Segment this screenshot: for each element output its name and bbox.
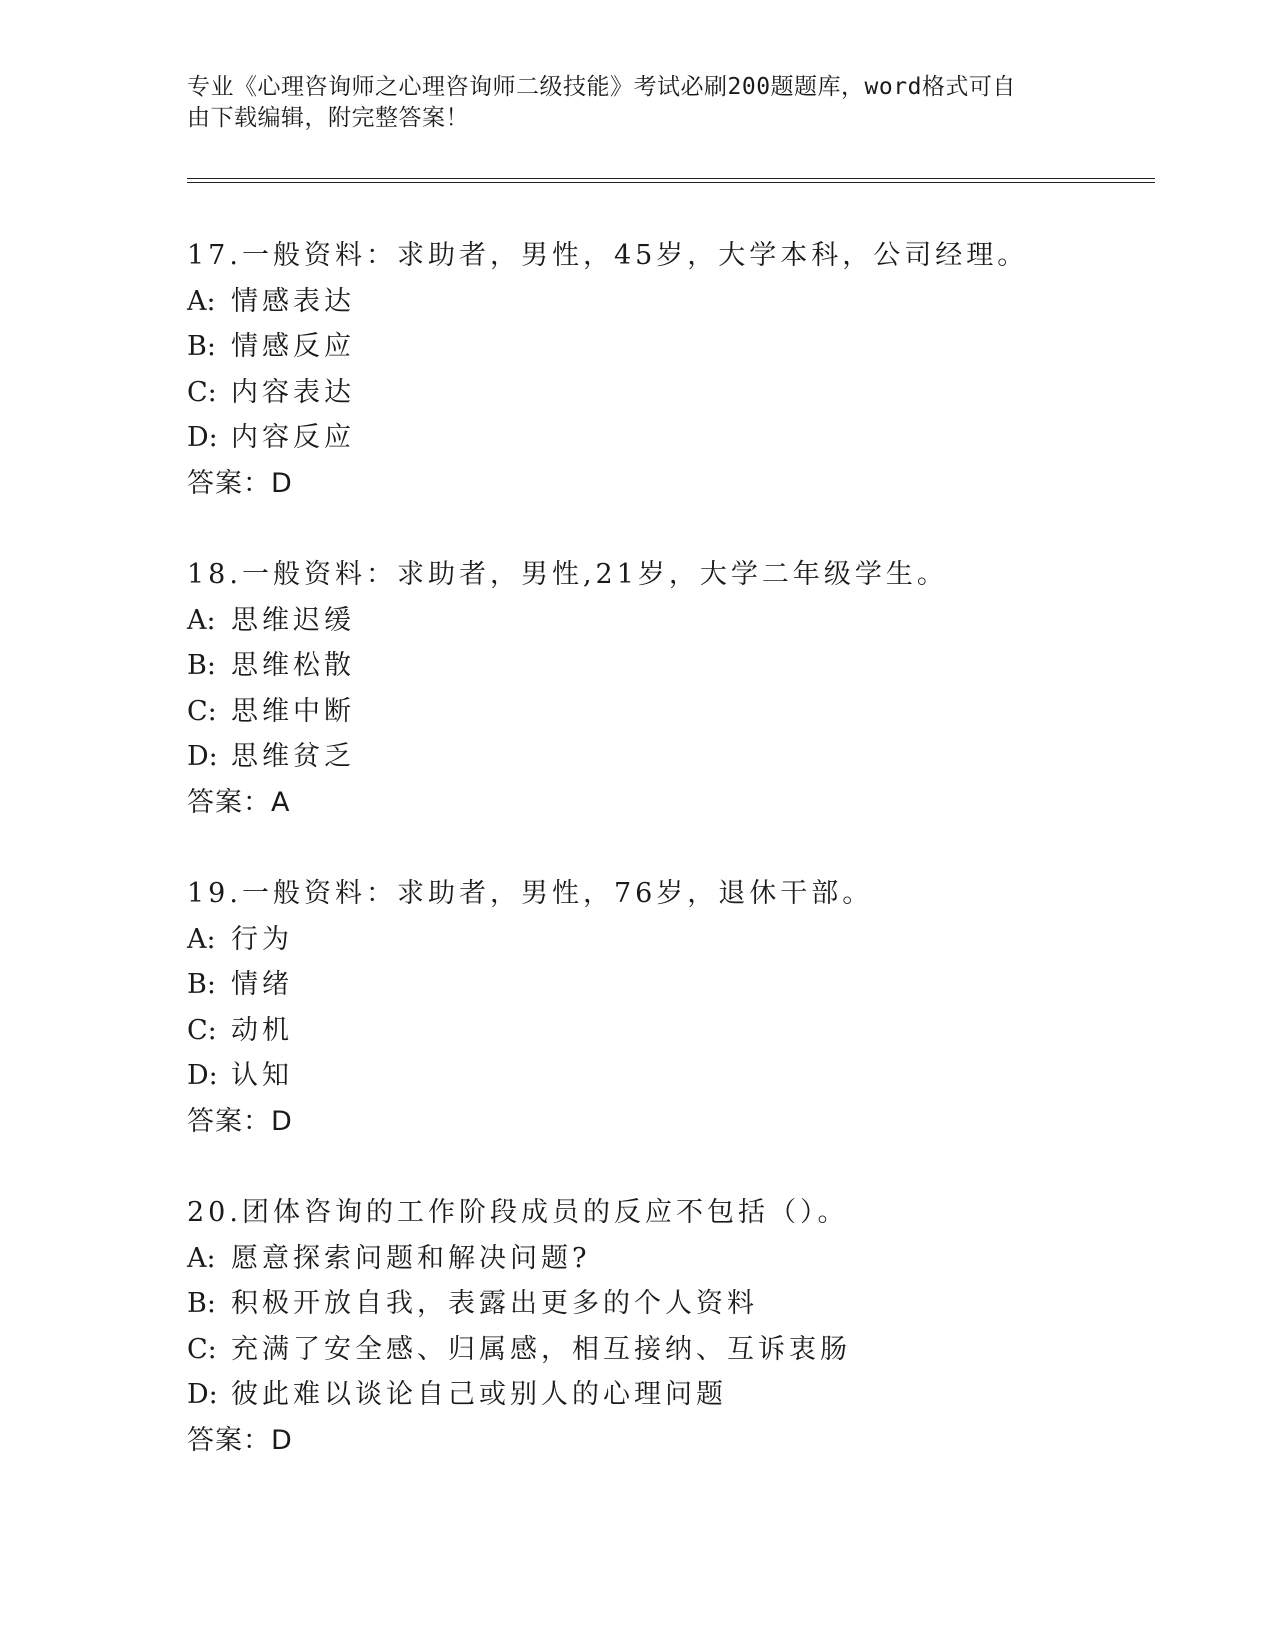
option-text: 情感反应 — [231, 331, 355, 362]
question-20 — [187, 1190, 1147, 1463]
option-key: B: — [187, 1288, 216, 1319]
option-d — [187, 415, 1147, 461]
option-key: C: — [187, 1333, 217, 1365]
answer-line: 答案：A — [187, 786, 291, 818]
question-stem: 18.一般资料：求助者，男性,21岁，大学二年级学生。 — [187, 559, 948, 590]
option-text: 内容反应 — [231, 422, 355, 453]
option-key: A: — [187, 285, 216, 317]
option-key: D: — [187, 422, 218, 453]
option-key: B: — [187, 969, 216, 1000]
option-text: 愿意探索问题和解决问题? — [231, 1242, 591, 1274]
option-a — [187, 598, 1147, 644]
option-text: 内容表达 — [231, 376, 355, 408]
option-d — [187, 1053, 1147, 1099]
option-a — [187, 279, 1147, 325]
option-text: 情感表达 — [231, 285, 355, 317]
answer-line: 答案：D — [187, 467, 293, 499]
header-divider-bottom — [187, 182, 1155, 183]
option-text: 思维贫乏 — [231, 741, 355, 772]
option-text: 思维迟缓 — [231, 604, 355, 636]
option-text: 充满了安全感、归属感，相互接纳、互诉衷肠 — [231, 1333, 851, 1365]
option-key: C: — [187, 376, 217, 408]
option-c — [187, 689, 1147, 735]
option-text: 思维中断 — [231, 695, 355, 727]
option-key: D: — [187, 1379, 218, 1410]
option-text: 彼此难以谈论自己或别人的心理问题 — [231, 1379, 727, 1410]
option-text: 行为 — [231, 923, 293, 955]
option-c — [187, 370, 1147, 416]
answer-line: 答案：D — [187, 1105, 293, 1137]
option-key: B: — [187, 650, 216, 681]
option-a — [187, 917, 1147, 963]
question-19 — [187, 871, 1147, 1144]
option-key: A: — [187, 1242, 216, 1274]
option-key: B: — [187, 331, 216, 362]
option-text: 情绪 — [231, 969, 293, 1000]
answer-line: 答案：D — [187, 1424, 293, 1456]
option-text: 思维松散 — [231, 650, 355, 681]
option-b — [187, 324, 1147, 370]
header-line-1: 专业《心理咨询师之心理咨询师二级技能》考试必刷200题题库，word格式可自 — [187, 74, 1016, 100]
option-a — [187, 1236, 1147, 1282]
option-b — [187, 643, 1147, 689]
option-text: 动机 — [231, 1014, 293, 1046]
option-text: 认知 — [231, 1060, 293, 1091]
question-stem: 17.一般资料：求助者，男性，45岁，大学本科，公司经理。 — [187, 240, 1029, 271]
option-b — [187, 1281, 1147, 1327]
question-stem: 20.团体咨询的工作阶段成员的反应不包括（）。 — [187, 1197, 849, 1228]
option-key: C: — [187, 1014, 217, 1046]
option-c — [187, 1008, 1147, 1054]
question-17 — [187, 233, 1147, 506]
option-b — [187, 962, 1147, 1008]
option-d — [187, 734, 1147, 780]
option-key: A: — [187, 923, 216, 955]
option-key: C: — [187, 695, 217, 727]
option-key: A: — [187, 604, 216, 636]
option-c — [187, 1327, 1147, 1373]
question-18 — [187, 552, 1147, 825]
option-key: D: — [187, 1060, 218, 1091]
header-divider-top — [187, 178, 1155, 179]
question-stem: 19.一般资料：求助者，男性，76岁，退休干部。 — [187, 878, 874, 909]
option-text: 积极开放自我，表露出更多的个人资料 — [231, 1288, 758, 1319]
document-header — [187, 72, 1087, 134]
header-line-2: 由下载编辑，附完整答案！ — [187, 105, 469, 131]
option-d — [187, 1372, 1147, 1418]
option-key: D: — [187, 741, 218, 772]
